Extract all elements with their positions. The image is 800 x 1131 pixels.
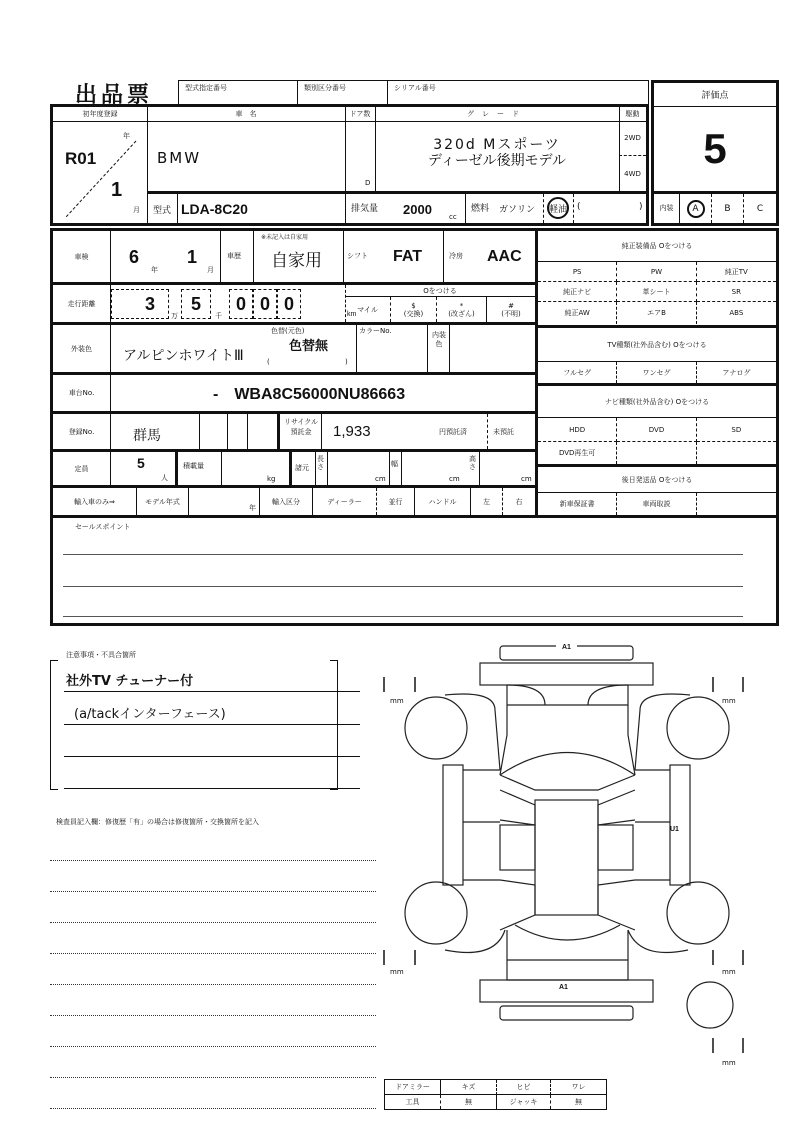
year-unit: 年 [249,504,256,512]
recycle-label: リサイクル預託金 [283,418,319,436]
color-change-value: 色替無 [289,339,329,354]
digit: 0 [253,289,277,319]
rear-window [515,925,620,940]
doors-unit: D [365,179,371,187]
ac-value: AAC [487,248,522,265]
tv-title: TV種類(社外品含む) Oをつける [538,325,776,361]
front-right-door-window [598,825,633,870]
flag-tampered[interactable] [437,297,487,322]
cell: 工具 [385,1095,441,1110]
person-unit: 人 [161,474,168,482]
equip-navi[interactable]: 純正ナビ [538,282,617,302]
mileage-mark-label: Oをつける [345,285,535,297]
paren: ( [267,358,270,366]
mm-label: mm [390,968,404,976]
cm-unit: cm [521,475,532,483]
inspector-label: 検査員記入欄：修復歴「有」の場合は修復箇所・交換箇所を記入 [56,818,259,826]
flag-exchanged[interactable] [391,297,437,322]
navi-title: ナビ種類(社外品含む) Oをつける [538,383,776,417]
interior-label: 内装 [654,194,680,223]
grade-a-circled: A [687,200,705,218]
grade-b: B [712,194,744,223]
mirror-tool-table [384,1079,607,1110]
import-dealer[interactable]: ディーラー [313,488,377,515]
mm-label: mm [722,1059,736,1067]
drive-4wd: 4WD [624,169,641,178]
mm-label: mm [722,968,736,976]
label: (交換) [403,309,424,318]
front-left-tire [405,697,467,759]
fuel-diesel-circled: 軽油 [547,197,569,219]
tv-analog[interactable]: アナログ [722,368,751,377]
later-title: 後日発送品 Oをつける [538,464,776,492]
doors-label: ドア数 [349,110,371,118]
import-parallel[interactable]: 並行 [377,488,415,515]
label: シリアル番号 [394,84,436,92]
label: 型式指定番号 [185,84,227,92]
later-warranty[interactable]: 新車保証書 [538,493,617,515]
car-damage-diagram [370,630,770,1080]
rear-bumper-mark: A1 [553,984,574,991]
cell: ジャッキ [497,1095,551,1110]
trunk [507,930,628,980]
grade-line1: 320d Mスポーツ [433,137,561,153]
equip-leather[interactable]: 革シート [617,282,696,302]
cc-unit: cc [449,213,457,221]
deposited-label: 円預託済 [439,428,467,436]
sym: * [459,301,464,310]
history-note: ※未記入は自家用 [261,234,309,241]
length-label: 長さ [317,455,324,471]
type-designation-field [178,80,298,105]
not-deposited-label: 未預託 [493,428,514,436]
handle-label: ハンドル [415,488,471,515]
shift-value: FAT [393,248,423,265]
digit: 0 [229,289,253,319]
fender-arcs [445,694,690,953]
hood [507,685,628,705]
right-side [670,765,690,885]
km-unit: km [347,311,357,318]
label: (改ざん) [448,309,475,318]
sales-point-box [50,515,779,626]
recycle-value: 1,933 [333,423,371,440]
displacement-label: 排気量 [351,204,379,214]
navi-dvd[interactable]: DVD [617,418,696,442]
rear-pillars [500,880,635,930]
model-value: LDA-8C20 [181,201,248,217]
width-label: 幅 [391,460,398,468]
cm-unit: cm [449,475,460,483]
displacement-value: 2000 [403,202,432,217]
cell: ワレ [551,1080,606,1095]
handle-left[interactable]: 左 [471,488,503,515]
date-slash [61,133,141,219]
roof [535,800,598,915]
serial-number-field [387,80,649,105]
tv-oneseg[interactable]: ワンセグ [617,362,696,383]
ac-label: 冷房 [449,252,463,260]
rear-bumper-lip [500,1006,633,1020]
rear-left-tire [405,882,467,944]
grade-label: グレード [467,110,527,118]
equipment-title: 純正装備品 Oをつける [621,242,693,250]
cm-unit: cm [375,475,386,483]
chassis-value: - WBA8C56000NU86663 [213,386,406,403]
sym: $ [411,301,416,310]
navi-sd[interactable]: SD [697,418,776,442]
shift-label: シフト [347,252,368,260]
first-reg-month: 1 [111,179,123,201]
sales-point-label: セールスポイント [75,523,131,531]
history-value: 自家用 [271,251,322,271]
cell: 無 [575,1097,582,1106]
color-label: 外装色 [71,344,92,353]
windshield [500,753,635,776]
score-box [651,80,779,226]
front-bumper-mark: A1 [556,644,577,651]
front-bumper [480,663,653,685]
import-label: 輸入車のみ⇒ [53,488,137,515]
inspection-year: 6 [129,247,140,267]
navi-dvd-playback[interactable]: DVD再生可 [538,442,617,464]
car-name-label: 車 名 [235,110,257,118]
year-unit: 年 [123,132,130,140]
equip-aw[interactable]: 純正AW [538,302,617,324]
score-value: 5 [703,125,727,172]
color-no-label: カラーNo. [359,327,392,335]
capacity-label: 定員 [74,464,89,473]
notes-label: 注意事項・不具合箇所 [66,651,136,659]
grade-c: C [756,203,764,214]
digit: 3 [144,293,155,314]
handle-right[interactable]: 右 [515,497,523,506]
grade-line2: ディーゼル後期モデル [428,153,566,169]
cell: キズ [441,1080,497,1095]
year-unit: 年 [151,266,158,274]
navi-hdd[interactable]: HDD [538,418,617,442]
equip-sr[interactable]: SR [697,282,776,302]
front-right-tire [667,697,729,759]
first-reg-year: R01 [65,149,97,168]
tv-fullseg[interactable]: フルセグ [538,362,617,383]
capacity-value: 5 [137,455,145,471]
cell: ヒビ [497,1080,551,1095]
car-name-value: BMW [157,149,202,167]
mm-label: mm [722,697,736,705]
registration-value: 群馬 [133,428,161,444]
equip-tv[interactable]: 純正TV [697,262,776,282]
month-unit: 月 [207,266,214,274]
chassis-label: 車台No. [68,389,95,397]
flag-unknown[interactable] [487,297,535,322]
sym: # [508,301,514,310]
rear-right-tire [667,882,729,944]
sheet-title: 出品票 [75,82,154,107]
equip-ps[interactable]: PS [538,262,617,282]
month-unit: 月 [133,206,140,214]
drive-label: 駆動 [625,110,640,118]
paren: ) [345,358,348,366]
load-label: 積載量 [183,462,204,470]
kg-unit: kg [267,475,276,483]
mm-label: mm [390,697,404,705]
mileage-label: 走行距離 [67,299,96,308]
note-line-2: (a/tackインターフェース) [74,707,226,722]
flag-mile[interactable]: マイル [345,297,391,322]
note-line-1: 社外TV チューナー付 [66,674,194,689]
first-reg-label: 初年度登録 [82,110,118,118]
height-label: 高さ [469,455,476,471]
left-side [443,765,463,885]
score-label: 評価点 [654,83,776,107]
interior-grade-row [654,191,776,223]
cell: 無 [441,1095,497,1110]
front-fenders-line [500,685,635,775]
category-number-field [297,80,388,105]
label: (不明) [501,309,521,318]
fuel-other-open: ( [577,202,581,212]
history-label: 車歴 [227,252,241,260]
inspection-month: 1 [187,247,198,267]
vehicle-basic-block [50,104,649,226]
side-mark: U1 [670,826,679,833]
color-value: アルピンホワイトⅢ [123,348,244,364]
sen-unit: 千 [215,313,222,320]
registration-label: 登録No. [68,427,95,436]
import-type-label: 輸入区分 [259,488,313,515]
drive-2wd: 2WD [619,121,646,156]
later-manual[interactable]: 車両取説 [617,493,696,515]
fuel-label: 燃料 [471,204,490,214]
equip-abs[interactable]: ABS [729,309,744,317]
cell: ドアミラー [385,1080,441,1095]
mileage-digits [111,289,366,319]
door-lines [463,770,670,880]
model-year-label: モデル年式 [137,488,189,515]
spec-label: 諸元 [295,464,309,472]
digit: 0 [277,289,301,319]
equip-pw[interactable]: PW [617,262,696,282]
front-left-door-window [500,825,535,870]
color-change-label: 色替(元色) [271,327,305,335]
digit: 5 [181,289,211,319]
fuel-gasoline: ガソリン [499,205,536,215]
man-unit: 万 [171,313,178,320]
vehicle-detail-block [50,228,779,518]
label: 類別区分番号 [304,84,346,92]
fuel-other-close: ) [639,202,643,212]
model-label: 型式 [153,206,172,216]
inspection-label: 車検 [74,252,89,261]
interior-color-label: 内装色 [432,331,446,348]
spare-tire [687,982,733,1028]
equipment-panel [538,231,776,515]
equip-airbag[interactable]: エアB [617,302,696,324]
